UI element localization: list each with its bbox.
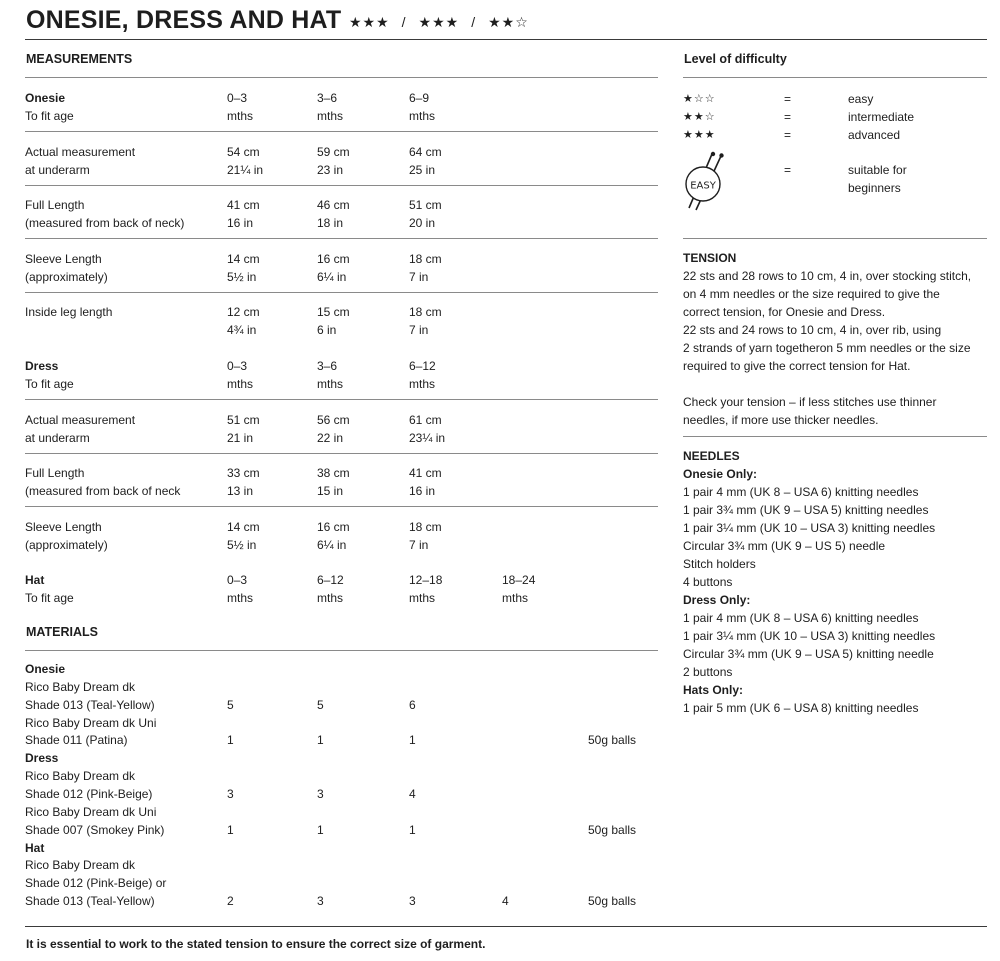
title-difficulty-ratings	[349, 14, 529, 31]
materials-yarn-label: Rico Baby Dream dk	[25, 680, 136, 694]
materials-line	[25, 856, 658, 874]
materials-yarn-label: Shade 013 (Teal-Yellow)	[25, 894, 155, 908]
measurement-value: 3–6	[317, 91, 338, 105]
measurement-value: 6 in	[317, 323, 337, 337]
measurement-value: mths	[409, 109, 436, 123]
materials-yarn-label: Shade 007 (Smokey Pink)	[25, 823, 165, 837]
needles-group-heading: Onesie Only:	[683, 467, 758, 481]
needles-section	[683, 447, 993, 717]
measurement-row	[25, 196, 658, 232]
measurement-row	[25, 143, 658, 179]
measurement-label: Full Length	[25, 198, 85, 212]
tension-text-line: needles, if more use thicker needles.	[683, 413, 879, 427]
divider	[25, 453, 658, 454]
measurement-value: 21¼ in	[227, 163, 264, 177]
needles-item: Circular 3¾ mm (UK 9 – US 5) needle	[683, 539, 886, 553]
measurement-value: 14 cm	[227, 252, 260, 266]
materials-unit: 50g balls	[588, 894, 637, 908]
measurement-value: 0–3	[227, 91, 248, 105]
materials-unit: 50g balls	[588, 733, 637, 747]
measurement-value: mths	[502, 591, 529, 605]
measurement-value: 6–12	[409, 359, 436, 373]
needles-item: 1 pair 3¾ mm (UK 9 – USA 5) knitting needles	[683, 503, 929, 517]
measurement-sublabel: (approximately)	[25, 270, 108, 284]
difficulty-label: intermediate	[848, 110, 915, 124]
materials-line	[25, 785, 658, 803]
measurement-value: 46 cm	[317, 198, 350, 212]
materials-garment-heading: Onesie	[25, 662, 66, 676]
measurement-sublabel: To fit age	[25, 377, 74, 391]
measurement-value: 13 in	[227, 484, 254, 498]
measurement-value: 25 in	[409, 163, 436, 177]
needles-group-heading: Dress Only:	[683, 593, 751, 607]
materials-line	[25, 803, 658, 821]
measurement-value: mths	[317, 109, 344, 123]
measurement-value: mths	[227, 109, 254, 123]
materials-yarn-label: Rico Baby Dream dk Uni	[25, 805, 157, 819]
divider	[25, 399, 658, 400]
measurement-sublabel: (approximately)	[25, 538, 108, 552]
tension-text-line: required to give the correct tension for Hat.	[683, 359, 911, 373]
measurement-value: 15 cm	[317, 305, 350, 319]
difficulty-stars: ★★☆	[683, 111, 716, 123]
measurement-value: 33 cm	[227, 466, 260, 480]
measurement-sublabel: (measured from back of neck	[25, 484, 181, 498]
materials-quantity: 1	[227, 823, 234, 837]
materials-quantity: 6	[409, 698, 416, 712]
rating-separator: /	[401, 14, 407, 30]
tension-text-line	[683, 375, 993, 393]
tension-section	[683, 249, 993, 429]
materials-line	[25, 678, 658, 696]
needles-item: Circular 3¾ mm (UK 9 – USA 5) knitting needle	[683, 647, 934, 661]
measurement-value: 16 in	[227, 216, 254, 230]
needles-item: 1 pair 5 mm (UK 6 – USA 8) knitting needles	[683, 701, 919, 715]
measurement-value: 59 cm	[317, 145, 350, 159]
measurement-value: 7 in	[409, 270, 429, 284]
measurement-value: 21 in	[227, 431, 254, 445]
materials-quantity: 3	[409, 894, 416, 908]
materials-yarn-label: Rico Baby Dream dk	[25, 769, 136, 783]
measurement-value: mths	[227, 591, 254, 605]
materials-line	[25, 714, 658, 732]
measurement-value: 18 cm	[409, 305, 442, 319]
materials-unit: 50g balls	[588, 823, 637, 837]
measurement-value: 18 cm	[409, 252, 442, 266]
measurement-row	[25, 571, 658, 607]
materials-yarn-label: Rico Baby Dream dk Uni	[25, 716, 157, 730]
materials-yarn-label: Shade 012 (Pink-Beige) or	[25, 876, 167, 890]
footer-divider	[25, 926, 987, 927]
measurement-value: 51 cm	[227, 413, 260, 427]
measurement-value: 41 cm	[227, 198, 260, 212]
equals-sign: =	[784, 110, 792, 124]
materials-quantity: 1	[409, 733, 416, 747]
measurement-value: mths	[227, 377, 254, 391]
measurement-value: mths	[409, 377, 436, 391]
needles-item: 4 buttons	[683, 575, 733, 589]
divider	[25, 506, 658, 507]
measurement-row	[25, 303, 658, 339]
measurement-value: 61 cm	[409, 413, 442, 427]
measurement-value: 12 cm	[227, 305, 260, 319]
measurement-value: 5½ in	[227, 270, 257, 284]
measurement-value: 7 in	[409, 323, 429, 337]
measurement-value: 15 in	[317, 484, 344, 498]
tension-text-line: 22 sts and 28 rows to 10 cm, 4 in, over stocking stitch,	[683, 269, 972, 283]
divider	[25, 238, 658, 239]
measurement-value: mths	[409, 591, 436, 605]
divider	[683, 77, 987, 78]
tension-title: TENSION	[683, 251, 737, 265]
easy-badge-icon	[683, 150, 729, 212]
measurement-value: 14 cm	[227, 520, 260, 534]
measurement-row	[25, 411, 658, 447]
measurement-value: 41 cm	[409, 466, 442, 480]
needles-item: 1 pair 3¼ mm (UK 10 – USA 3) knitting needles	[683, 629, 936, 643]
materials-quantity: 1	[409, 823, 416, 837]
needles-item: 1 pair 4 mm (UK 8 – USA 6) knitting needles	[683, 611, 919, 625]
materials-garment-heading: Dress	[25, 751, 59, 765]
materials-yarn-label: Shade 011 (Patina)	[25, 733, 128, 747]
measurement-value: 12–18	[409, 573, 443, 587]
materials-quantity: 1	[317, 823, 324, 837]
difficulty-label: easy	[848, 92, 874, 106]
materials-quantity: 3	[227, 787, 234, 801]
tension-text-line: Check your tension – if less stitches use thinner	[683, 395, 937, 409]
difficulty-title: Level of difficulty	[684, 52, 787, 66]
measurements-title: MEASUREMENTS	[26, 52, 133, 66]
divider	[25, 292, 658, 293]
measurement-value: 38 cm	[317, 466, 350, 480]
equals-sign: =	[784, 92, 792, 106]
needles-item: Stitch holders	[683, 557, 756, 571]
divider	[683, 238, 987, 239]
measurement-value: 6¼ in	[317, 270, 347, 284]
measurement-value: 16 in	[409, 484, 436, 498]
divider	[25, 77, 658, 78]
header-divider	[25, 39, 987, 40]
measurement-value: 7 in	[409, 538, 429, 552]
materials-quantity: 4	[502, 894, 509, 908]
measurement-value: 18 in	[317, 216, 344, 230]
measurement-label: Inside leg length	[25, 305, 113, 319]
divider	[25, 185, 658, 186]
divider	[25, 650, 658, 651]
materials-quantity: 5	[317, 698, 324, 712]
measurement-value: 23 in	[317, 163, 344, 177]
materials-quantity: 5	[227, 698, 234, 712]
measurement-value: mths	[317, 591, 344, 605]
materials-line	[25, 821, 658, 839]
page-title: ONESIE, DRESS AND HAT	[26, 6, 342, 34]
measurement-sublabel: To fit age	[25, 109, 74, 123]
materials-yarn-label: Shade 012 (Pink-Beige)	[25, 787, 153, 801]
tension-text-line: 2 strands of yarn togetheron 5 mm needles or the size	[683, 341, 971, 355]
measurement-label: Hat	[25, 573, 45, 587]
tension-text-line: 22 sts and 24 rows to 10 cm, 4 in, over rib, using	[683, 323, 942, 337]
measurement-label: Actual measurement	[25, 413, 136, 427]
materials-yarn-label: Rico Baby Dream dk	[25, 858, 136, 872]
measurement-value: 54 cm	[227, 145, 260, 159]
rating-separator: /	[471, 14, 477, 30]
measurement-sublabel: at underarm	[25, 163, 90, 177]
measurement-value: 3–6	[317, 359, 338, 373]
materials-quantity: 4	[409, 787, 416, 801]
measurement-value: 16 cm	[317, 252, 350, 266]
materials-line	[25, 874, 658, 892]
materials-quantity: 1	[317, 733, 324, 747]
easy-badge-text: EASY	[690, 180, 716, 192]
needles-item: 1 pair 4 mm (UK 8 – USA 6) knitting needles	[683, 485, 919, 499]
measurement-value: 6¼ in	[317, 538, 347, 552]
tension-text-line: correct tension, for Onesie and Dress.	[683, 305, 886, 319]
materials-line	[25, 892, 658, 910]
rating-hat: ★★☆	[488, 14, 529, 30]
measurement-label: Full Length	[25, 466, 85, 480]
measurement-row	[25, 464, 658, 500]
measurement-row	[25, 89, 658, 125]
materials-line	[25, 839, 658, 857]
materials-quantity: 2	[227, 894, 234, 908]
divider	[683, 436, 987, 437]
tension-text-line: on 4 mm needles or the size required to give the	[683, 287, 940, 301]
difficulty-stars: ★★★	[683, 129, 716, 141]
measurement-value: 51 cm	[409, 198, 442, 212]
materials-line	[25, 696, 658, 714]
measurement-value: 20 in	[409, 216, 436, 230]
measurement-label: Onesie	[25, 91, 66, 105]
materials-title: MATERIALS	[26, 625, 98, 639]
measurement-value: 56 cm	[317, 413, 350, 427]
materials-garment-heading: Hat	[25, 841, 45, 855]
measurement-value: 4¾ in	[227, 323, 257, 337]
measurement-label: Dress	[25, 359, 59, 373]
rating-onesie: ★★★	[349, 14, 390, 30]
measurement-sublabel: To fit age	[25, 591, 74, 605]
measurement-row	[25, 518, 658, 554]
materials-quantity: 1	[227, 733, 234, 747]
measurement-value: 5½ in	[227, 538, 257, 552]
materials-line	[25, 660, 658, 678]
measurement-value: 64 cm	[409, 145, 442, 159]
measurement-value: 6–9	[409, 91, 430, 105]
materials-yarn-label: Shade 013 (Teal-Yellow)	[25, 698, 155, 712]
measurement-value: 23¼ in	[409, 431, 446, 445]
measurement-label: Sleeve Length	[25, 520, 102, 534]
equals-sign: =	[784, 128, 792, 142]
needles-item: 2 buttons	[683, 665, 733, 679]
tension-warning-note: It is essential to work to the stated tension to ensure the correct size of garment.	[26, 937, 486, 951]
materials-quantity: 3	[317, 894, 324, 908]
difficulty-stars: ★☆☆	[683, 93, 716, 105]
measurement-value: 0–3	[227, 359, 248, 373]
measurement-row	[25, 250, 658, 286]
materials-line	[25, 767, 658, 785]
measurement-value: 0–3	[227, 573, 248, 587]
rating-dress: ★★★	[418, 14, 460, 30]
divider	[25, 131, 658, 132]
needles-item: 1 pair 3¼ mm (UK 10 – USA 3) knitting needles	[683, 521, 936, 535]
needles-group-heading: Hats Only:	[683, 683, 744, 697]
measurement-row	[25, 357, 658, 393]
measurement-value: 22 in	[317, 431, 344, 445]
measurement-value: 6–12	[317, 573, 344, 587]
needles-title: NEEDLES	[683, 449, 740, 463]
measurement-label: Actual measurement	[25, 145, 136, 159]
materials-line	[25, 731, 658, 749]
measurement-value: 16 cm	[317, 520, 350, 534]
measurement-value: 18–24	[502, 573, 536, 587]
measurement-value: mths	[317, 377, 344, 391]
measurement-sublabel: (measured from back of neck)	[25, 216, 185, 230]
difficulty-label: advanced	[848, 128, 901, 142]
measurement-value: 18 cm	[409, 520, 442, 534]
measurement-sublabel: at underarm	[25, 431, 90, 445]
materials-line	[25, 749, 658, 767]
materials-quantity: 3	[317, 787, 324, 801]
measurement-label: Sleeve Length	[25, 252, 102, 266]
